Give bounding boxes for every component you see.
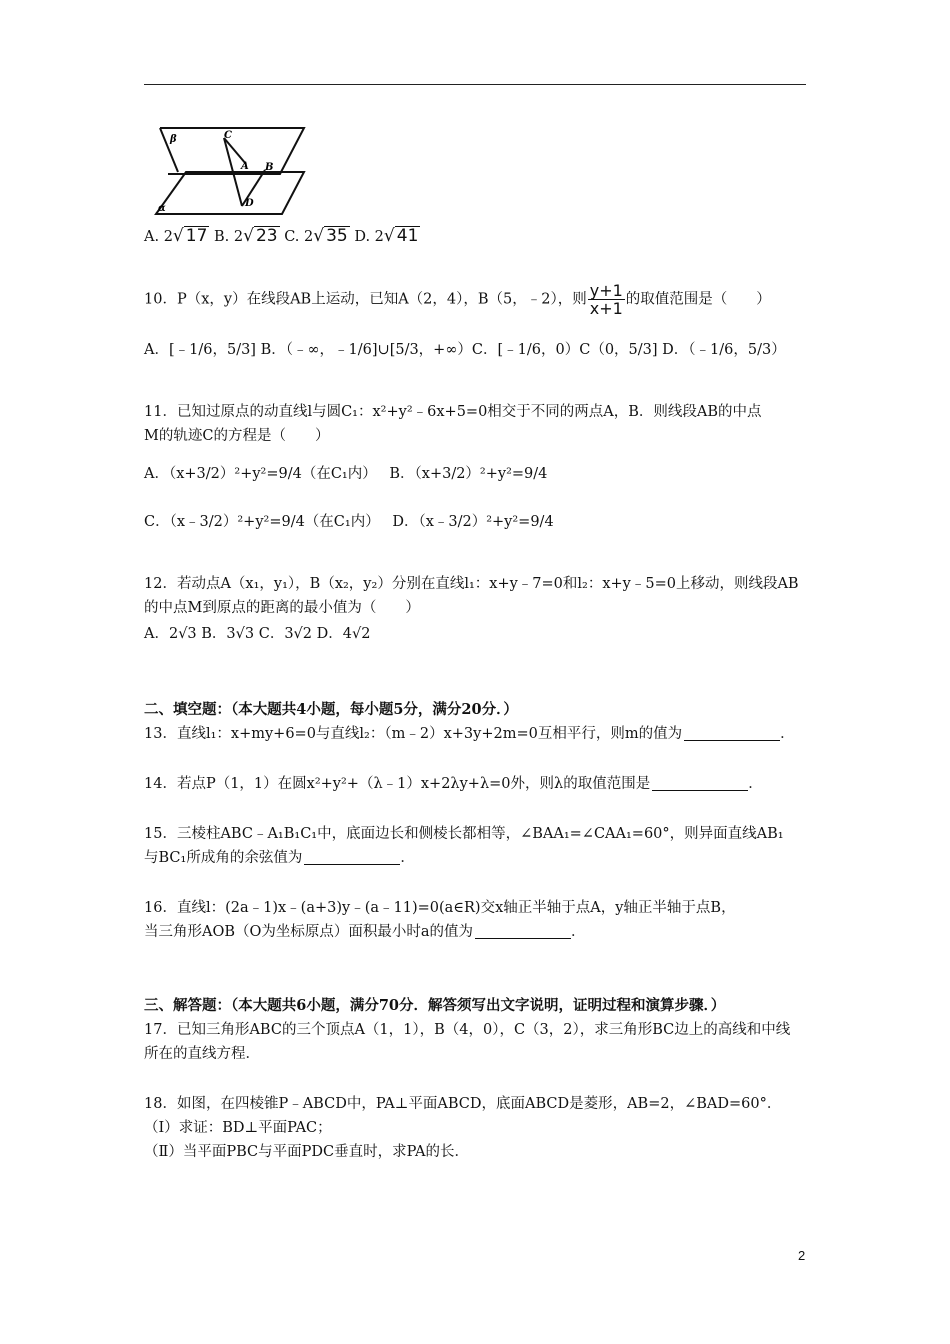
planes-figure xyxy=(144,124,314,216)
q10-fraction: $\frac{y+1}{x+1}$ xyxy=(589,281,623,318)
q16-blank xyxy=(475,923,571,939)
q15-line1: 15．三棱柱ABC﹣A₁B₁C₁中，底面边长和侧棱长都相等，∠BAA₁=∠CAA₁=60°，则异面直线AB₁ xyxy=(144,826,784,842)
q10-stem: 10．P（x，y）在线段AB上运动，已知A（2，4），B（5，﹣2），则 $\frac{y+1}{x+1}$ 的取值范围是（ ） xyxy=(144,281,771,318)
q11-options-ab xyxy=(144,464,547,484)
q11-option-c: C．（x﹣3/2）²+y²=9/4（在C₁内） xyxy=(144,514,380,530)
q10-options: A．[﹣1/6，5/3] B．（﹣∞，﹣1/6]∪[5/3，+∞）C．[﹣1/6，0）C（0，5/3] D．（﹣1/6，5/3） xyxy=(144,342,786,358)
label-b: B xyxy=(265,162,274,173)
q11-line2: M的轨迹C的方程是（ ） xyxy=(144,428,330,444)
label-alpha: α xyxy=(158,203,166,214)
label-a: A xyxy=(241,161,249,172)
q17-line2: 所在的直线方程． xyxy=(144,1046,260,1062)
q12-options: A．2√3 B．3√3 C．3√2 D．4√2 xyxy=(144,626,371,642)
q11-option-d: D．（x﹣3/2）²+y²=9/4 xyxy=(392,514,554,530)
q11-line1: 11．已知过原点的动直线l与圆C₁：x²+y²﹣6x+5=0相交于不同的两点A，B．则线段AB的中点 xyxy=(144,404,762,420)
q16-line2: 当三角形AOB（O为坐标原点）面积最小时a的值为 ． xyxy=(144,924,586,940)
label-c: C xyxy=(224,130,232,141)
q14-blank xyxy=(652,775,748,791)
q17-line1: 17．已知三角形ABC的三个顶点A（1，1），B（4，0），C（3，2），求三角形BC边上的高线和中线 xyxy=(144,1022,791,1038)
q9-options: A. 2√ 17 B. 2√ 23 C. 2√ 35 D. 2√ 41 xyxy=(144,226,419,246)
q15-blank xyxy=(304,849,400,865)
section-2-heading: 二、填空题：（本大题共4小题，每小题5分，满分20分．） xyxy=(144,701,518,718)
q11-options-cd xyxy=(144,512,554,532)
section-3-heading: 三、解答题：（本大题共6小题，满分70分．解答须写出文字说明，证明过程和演算步骤．） xyxy=(144,997,726,1014)
q12-line1: 12．若动点A（x₁，y₁），B（x₂，y₂）分别在直线l₁：x+y﹣7=0和l₂：x+y﹣5=0上移动，则线段AB xyxy=(144,576,799,592)
q16-line1: 16．直线l：(2a﹣1)x﹣(a+3)y﹣(a﹣11)=0(a∈R)交x轴正半轴于点A，y轴正半轴于点B， xyxy=(144,900,736,916)
q11-option-b: B．（x+3/2）²+y²=9/4 xyxy=(389,466,548,482)
q15-line2: 与BC₁所成角的余弦值为 ． xyxy=(144,850,415,866)
header-rule xyxy=(144,84,806,85)
q18-line2: （Ⅰ）求证：BD⊥平面PAC； xyxy=(144,1120,332,1136)
q13-blank xyxy=(684,725,780,741)
q14: 14．若点P（1，1）在圆x²+y²+（λ﹣1）x+2λy+λ=0外，则λ的取值范围是 ． xyxy=(144,776,763,792)
page-number: 2 xyxy=(798,1248,806,1263)
label-beta: β xyxy=(170,134,177,145)
q11-option-a: A．（x+3/2）²+y²=9/4（在C₁内） xyxy=(144,466,377,482)
q18-line3: （Ⅱ）当平面PBC与平面PDC垂直时，求PA的长． xyxy=(144,1144,470,1160)
label-d: D xyxy=(245,198,254,209)
q18-line1: 18．如图，在四棱锥P﹣ABCD中，PA⊥平面ABCD，底面ABCD是菱形，AB=2，∠BAD=60°． xyxy=(144,1096,782,1112)
q13: 13．直线l₁：x+my+6=0与直线l₂：（m﹣2）x+3y+2m=0互相平行，则m的值为 ． xyxy=(144,726,795,742)
q12-line2: 的中点M到原点的距离的最小值为（ ） xyxy=(144,600,420,616)
